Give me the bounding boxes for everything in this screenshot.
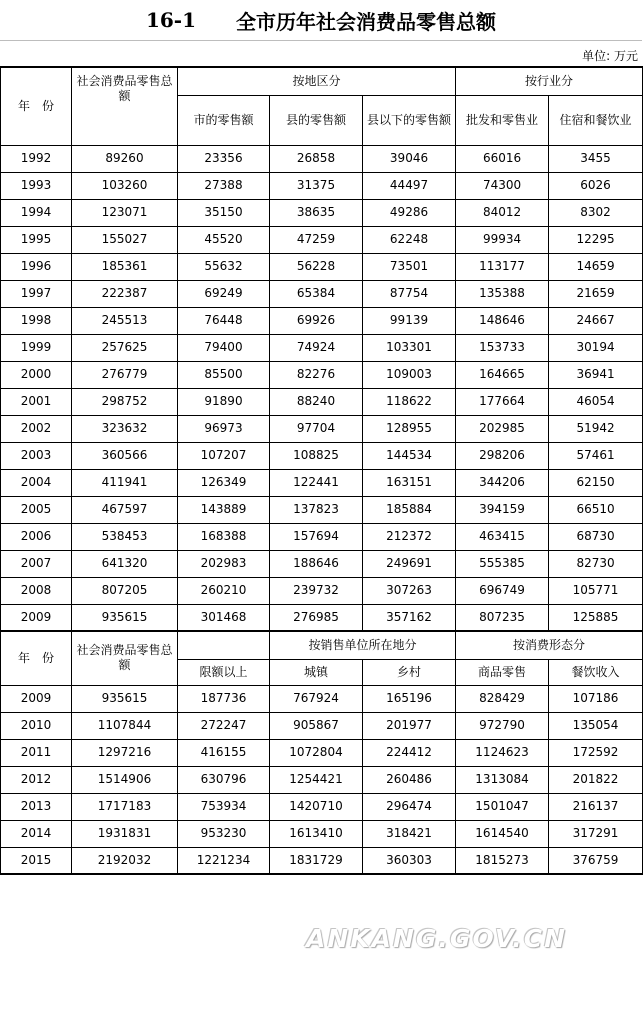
table-row	[1, 199, 643, 226]
table-row	[1, 307, 643, 334]
year-cell: 2005	[1, 496, 72, 523]
value-cell: 143889	[178, 496, 270, 523]
value-cell: 807205	[72, 577, 178, 604]
location-group-header: 按销售单位所在地分	[270, 631, 456, 659]
value-cell: 38635	[270, 199, 363, 226]
value-cell: 1831729	[270, 847, 363, 874]
table-row	[1, 712, 643, 739]
value-cell: 35150	[178, 199, 270, 226]
year-cell: 2006	[1, 523, 72, 550]
section2-header-row1	[1, 631, 643, 659]
value-cell: 23356	[178, 145, 270, 172]
year-cell: 2004	[1, 469, 72, 496]
value-cell: 222387	[72, 280, 178, 307]
value-cell: 76448	[178, 307, 270, 334]
table-row	[1, 361, 643, 388]
table-row	[1, 739, 643, 766]
value-cell: 239732	[270, 577, 363, 604]
industry-group-header: 按行业分	[456, 67, 643, 95]
year-cell: 1999	[1, 334, 72, 361]
value-cell: 323632	[72, 415, 178, 442]
value-cell: 1931831	[72, 820, 178, 847]
column-header: 住宿和餐饮业	[549, 95, 643, 145]
value-cell: 298206	[456, 442, 549, 469]
value-cell: 144534	[363, 442, 456, 469]
value-cell: 972790	[456, 712, 549, 739]
value-cell: 188646	[270, 550, 363, 577]
value-cell: 245513	[72, 307, 178, 334]
value-cell: 376759	[549, 847, 643, 874]
table-row	[1, 820, 643, 847]
table-row	[1, 550, 643, 577]
value-cell: 1072804	[270, 739, 363, 766]
table-row	[1, 415, 643, 442]
value-cell: 467597	[72, 496, 178, 523]
table-row	[1, 604, 643, 631]
value-cell: 26858	[270, 145, 363, 172]
value-cell: 103301	[363, 334, 456, 361]
value-cell: 360566	[72, 442, 178, 469]
table-row	[1, 496, 643, 523]
section1-header-row1	[1, 67, 643, 95]
value-cell: 538453	[72, 523, 178, 550]
value-cell: 3455	[549, 145, 643, 172]
column-header: 商品零售	[456, 659, 549, 685]
value-cell: 1614540	[456, 820, 549, 847]
year-cell: 1996	[1, 253, 72, 280]
value-cell: 8302	[549, 199, 643, 226]
value-cell: 1717183	[72, 793, 178, 820]
value-cell: 463415	[456, 523, 549, 550]
value-cell: 103260	[72, 172, 178, 199]
value-cell: 135054	[549, 712, 643, 739]
column-header: 城镇	[270, 659, 363, 685]
value-cell: 216137	[549, 793, 643, 820]
value-cell: 298752	[72, 388, 178, 415]
value-cell: 1254421	[270, 766, 363, 793]
year-cell: 2000	[1, 361, 72, 388]
value-cell: 62248	[363, 226, 456, 253]
column-header: 县的零售额	[270, 95, 363, 145]
value-cell: 6026	[549, 172, 643, 199]
value-cell: 128955	[363, 415, 456, 442]
value-cell: 14659	[549, 253, 643, 280]
value-cell: 394159	[456, 496, 549, 523]
value-cell: 1124623	[456, 739, 549, 766]
total-header: 社会消费品零售总额	[72, 67, 178, 145]
table-row	[1, 280, 643, 307]
value-cell: 276985	[270, 604, 363, 631]
value-cell: 1107844	[72, 712, 178, 739]
value-cell: 317291	[549, 820, 643, 847]
total-header: 社会消费品零售总额	[72, 631, 178, 685]
value-cell: 79400	[178, 334, 270, 361]
value-cell: 107186	[549, 685, 643, 712]
year-cell: 1995	[1, 226, 72, 253]
value-cell: 155027	[72, 226, 178, 253]
column-header: 乡村	[363, 659, 456, 685]
value-cell: 318421	[363, 820, 456, 847]
value-cell: 416155	[178, 739, 270, 766]
region-group-header: 按地区分	[178, 67, 456, 95]
year-cell: 2012	[1, 766, 72, 793]
value-cell: 31375	[270, 172, 363, 199]
value-cell: 12295	[549, 226, 643, 253]
consumption-group-header: 按消费形态分	[456, 631, 643, 659]
value-cell: 187736	[178, 685, 270, 712]
value-cell: 935615	[72, 685, 178, 712]
value-cell: 357162	[363, 604, 456, 631]
value-cell: 74924	[270, 334, 363, 361]
year-cell: 2002	[1, 415, 72, 442]
value-cell: 91890	[178, 388, 270, 415]
value-cell: 157694	[270, 523, 363, 550]
value-cell: 272247	[178, 712, 270, 739]
year-cell: 2001	[1, 388, 72, 415]
value-cell: 165196	[363, 685, 456, 712]
blank-header-cell	[178, 631, 270, 659]
value-cell: 344206	[456, 469, 549, 496]
value-cell: 88240	[270, 388, 363, 415]
value-cell: 85500	[178, 361, 270, 388]
value-cell: 411941	[72, 469, 178, 496]
value-cell: 39046	[363, 145, 456, 172]
value-cell: 123071	[72, 199, 178, 226]
table-row	[1, 253, 643, 280]
value-cell: 163151	[363, 469, 456, 496]
value-cell: 56228	[270, 253, 363, 280]
value-cell: 807235	[456, 604, 549, 631]
value-cell: 55632	[178, 253, 270, 280]
year-cell: 2008	[1, 577, 72, 604]
value-cell: 84012	[456, 199, 549, 226]
value-cell: 630796	[178, 766, 270, 793]
value-cell: 99934	[456, 226, 549, 253]
value-cell: 905867	[270, 712, 363, 739]
year-cell: 2003	[1, 442, 72, 469]
table-row	[1, 523, 643, 550]
value-cell: 301468	[178, 604, 270, 631]
year-cell: 2015	[1, 847, 72, 874]
table-row	[1, 388, 643, 415]
unit-row	[0, 40, 642, 67]
table-row	[1, 442, 643, 469]
value-cell: 148646	[456, 307, 549, 334]
value-cell: 96973	[178, 415, 270, 442]
value-cell: 137823	[270, 496, 363, 523]
value-cell: 62150	[549, 469, 643, 496]
value-cell: 164665	[456, 361, 549, 388]
value-cell: 82276	[270, 361, 363, 388]
value-cell: 109003	[363, 361, 456, 388]
value-cell: 2192032	[72, 847, 178, 874]
value-cell: 168388	[178, 523, 270, 550]
value-cell: 45520	[178, 226, 270, 253]
year-cell: 2009	[1, 604, 72, 631]
value-cell: 27388	[178, 172, 270, 199]
value-cell: 68730	[549, 523, 643, 550]
value-cell: 260210	[178, 577, 270, 604]
year-cell: 2011	[1, 739, 72, 766]
value-cell: 260486	[363, 766, 456, 793]
table-row	[1, 685, 643, 712]
value-cell: 201822	[549, 766, 643, 793]
year-cell: 2013	[1, 793, 72, 820]
value-cell: 177664	[456, 388, 549, 415]
year-cell: 2009	[1, 685, 72, 712]
value-cell: 935615	[72, 604, 178, 631]
value-cell: 201977	[363, 712, 456, 739]
value-cell: 74300	[456, 172, 549, 199]
value-cell: 44497	[363, 172, 456, 199]
value-cell: 753934	[178, 793, 270, 820]
year-cell: 2007	[1, 550, 72, 577]
value-cell: 69926	[270, 307, 363, 334]
value-cell: 73501	[363, 253, 456, 280]
value-cell: 1815273	[456, 847, 549, 874]
value-cell: 105771	[549, 577, 643, 604]
value-cell: 953230	[178, 820, 270, 847]
value-cell: 276779	[72, 361, 178, 388]
value-cell: 57461	[549, 442, 643, 469]
value-cell: 108825	[270, 442, 363, 469]
table-row	[1, 766, 643, 793]
value-cell: 66510	[549, 496, 643, 523]
value-cell: 360303	[363, 847, 456, 874]
value-cell: 99139	[363, 307, 456, 334]
value-cell: 1221234	[178, 847, 270, 874]
value-cell: 89260	[72, 145, 178, 172]
value-cell: 1514906	[72, 766, 178, 793]
value-cell: 249691	[363, 550, 456, 577]
value-cell: 113177	[456, 253, 549, 280]
table-row	[1, 172, 643, 199]
value-cell: 296474	[363, 793, 456, 820]
value-cell: 185361	[72, 253, 178, 280]
table-body	[1, 67, 643, 874]
value-cell: 125885	[549, 604, 643, 631]
year-cell: 1993	[1, 172, 72, 199]
value-cell: 107207	[178, 442, 270, 469]
value-cell: 767924	[270, 685, 363, 712]
value-cell: 46054	[549, 388, 643, 415]
column-header: 限额以上	[178, 659, 270, 685]
value-cell: 30194	[549, 334, 643, 361]
value-cell: 36941	[549, 361, 643, 388]
value-cell: 1613410	[270, 820, 363, 847]
unit-label: 单位: 万元	[582, 49, 638, 63]
site-watermark: ANKANG.GOV.CN	[306, 924, 568, 953]
value-cell: 51942	[549, 415, 643, 442]
table-row	[1, 577, 643, 604]
value-cell: 1297216	[72, 739, 178, 766]
value-cell: 47259	[270, 226, 363, 253]
year-cell: 1997	[1, 280, 72, 307]
value-cell: 82730	[549, 550, 643, 577]
table-row	[1, 145, 643, 172]
table-title: 全市历年社会消费品零售总额	[236, 9, 497, 34]
year-cell: 1994	[1, 199, 72, 226]
year-header: 年 份	[1, 631, 72, 685]
column-header: 批发和零售业	[456, 95, 549, 145]
value-cell: 66016	[456, 145, 549, 172]
value-cell: 65384	[270, 280, 363, 307]
value-cell: 641320	[72, 550, 178, 577]
value-cell: 202983	[178, 550, 270, 577]
table-row	[1, 793, 643, 820]
value-cell: 21659	[549, 280, 643, 307]
column-header: 市的零售额	[178, 95, 270, 145]
table-number: 16-1	[145, 8, 197, 32]
value-cell: 97704	[270, 415, 363, 442]
table-row	[1, 847, 643, 874]
value-cell: 126349	[178, 469, 270, 496]
column-header: 县以下的零售额	[363, 95, 456, 145]
value-cell: 307263	[363, 577, 456, 604]
year-cell: 2010	[1, 712, 72, 739]
value-cell: 24667	[549, 307, 643, 334]
value-cell: 135388	[456, 280, 549, 307]
value-cell: 1501047	[456, 793, 549, 820]
table-row	[1, 226, 643, 253]
value-cell: 122441	[270, 469, 363, 496]
value-cell: 153733	[456, 334, 549, 361]
table-row	[1, 469, 643, 496]
year-cell: 1992	[1, 145, 72, 172]
value-cell: 1420710	[270, 793, 363, 820]
value-cell: 1313084	[456, 766, 549, 793]
value-cell: 224412	[363, 739, 456, 766]
value-cell: 118622	[363, 388, 456, 415]
year-cell: 2014	[1, 820, 72, 847]
value-cell: 69249	[178, 280, 270, 307]
value-cell: 87754	[363, 280, 456, 307]
column-header: 餐饮收入	[549, 659, 643, 685]
value-cell: 257625	[72, 334, 178, 361]
statistics-table	[0, 66, 643, 875]
page-title	[0, 0, 642, 40]
value-cell: 828429	[456, 685, 549, 712]
value-cell: 202985	[456, 415, 549, 442]
table-row	[1, 334, 643, 361]
year-header: 年 份	[1, 67, 72, 145]
value-cell: 172592	[549, 739, 643, 766]
value-cell: 696749	[456, 577, 549, 604]
value-cell: 555385	[456, 550, 549, 577]
year-cell: 1998	[1, 307, 72, 334]
value-cell: 212372	[363, 523, 456, 550]
value-cell: 185884	[363, 496, 456, 523]
value-cell: 49286	[363, 199, 456, 226]
